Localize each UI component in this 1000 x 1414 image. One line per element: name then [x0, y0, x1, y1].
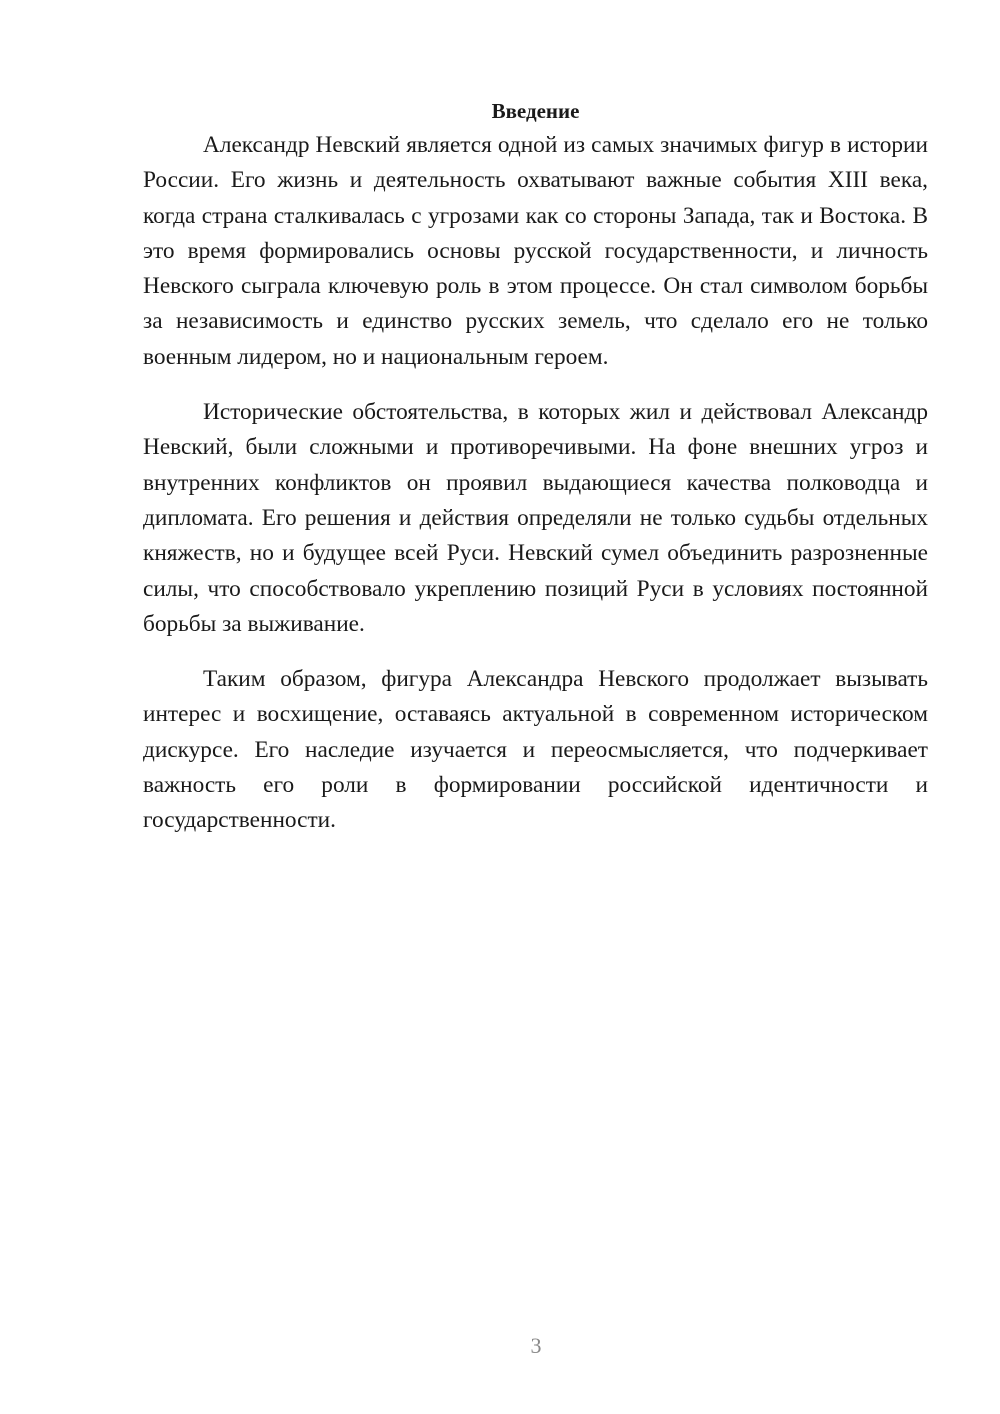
paragraph-3: Таким образом, фигура Александра Невского продолжает вызывать интерес и восхищение, оставаясь актуальной в современном историческом дискурсе. Его наследие изучается и переосмысляется, что подчеркивает важность его роли в формировании российской идентичности и государственности. [143, 666, 928, 834]
page-content [143, 96, 928, 859]
paragraph-1: Александр Невский является одной из самых значимых фигур в истории России. Его жизнь и деятельность охватывают важные события XIII века, когда страна сталкивалась с угрозами как со стороны Запада, так и Востока. В это время формировались основы русской государственности, и личность Невского сыграла ключевую роль в этом процессе. Он стал символом борьбы за независимость и единство русских земель, что сделало его не только военным лидером, но и национальным героем. [143, 132, 928, 370]
page-number: 3 [530, 1333, 542, 1358]
section-heading: Введение [491, 99, 580, 123]
paragraph-2: Исторические обстоятельства, в которых жил и действовал Александр Невский, были сложными и противоречивыми. На фоне внешних угроз и внутренних конфликтов он проявил выдающиеся качества полководца и дипломата. Его решения и действия определяли не только судьбы отдельных княжеств, но и будущее всей Руси. Невский сумел объединить разрозненные силы, что способствовало укреплению позиций Руси в условиях постоянной борьбы за выживание. [143, 399, 928, 637]
